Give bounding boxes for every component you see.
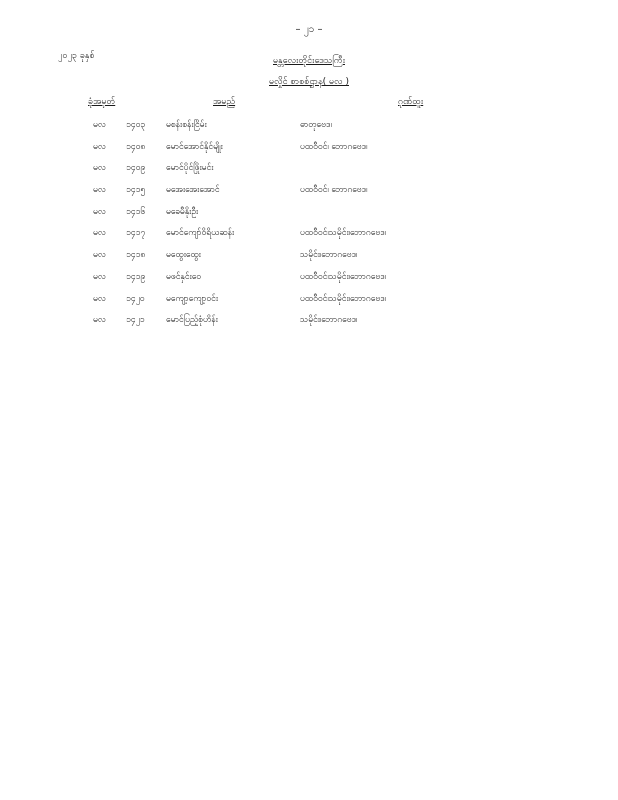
- table-row: [0, 116, 618, 138]
- distinction-subjects: ပထဝီဝင်၊ ဘောဂဗေဒ၊: [300, 141, 368, 152]
- center-code: မလ: [93, 141, 106, 152]
- center-code: မလ: [93, 271, 106, 282]
- table-row: [0, 159, 618, 181]
- roll-number: ၁၄၀၈: [126, 141, 146, 152]
- table-row: [0, 224, 618, 246]
- roll-number: ၁၄၀၃: [126, 120, 146, 130]
- page-title: မန္တလေးတိုင်းဒေသကြီး: [273, 56, 345, 66]
- student-name: မအေးအေးအောင်: [166, 185, 220, 196]
- student-name: မထွေးထွေး: [166, 250, 201, 261]
- center-code: မလ: [93, 293, 106, 304]
- student-name: မခေမီနိုးဦး: [166, 206, 199, 217]
- roll-number: ၁၄၁၉: [126, 271, 146, 282]
- distinction-subjects: သမိုင်း၊ဘောဂဗေဒ၊: [300, 315, 358, 326]
- student-name: မစန်းစန်းငြိမ်း: [166, 120, 207, 130]
- center-code: မလ: [93, 206, 106, 217]
- center-code: မလ: [93, 120, 106, 130]
- distinction-subjects: ပထဝီဝင်၊ ဘောဂဗေဒ၊: [300, 185, 368, 196]
- student-name: မောင်ကျော်ဝိရိယဆန်း: [166, 228, 235, 239]
- table-row: [0, 290, 618, 312]
- page-number: – ၂၁ –: [295, 24, 323, 35]
- distinction-subjects: ပထဝီဝင်၊သမိုင်း၊ဘောဂဗေဒ၊: [300, 271, 387, 282]
- table-row: [0, 203, 618, 225]
- header-roll-number: ခုံအမှတ်: [88, 97, 116, 107]
- distinction-subjects: ပထဝီဝင်၊သမိုင်း၊ဘောဂဗေဒ၊: [300, 228, 387, 239]
- distinction-subjects: ဓာတုဗေဒ၊: [300, 120, 332, 130]
- student-name: မဖင်နှင်းဝေ: [166, 271, 202, 282]
- table-row: [0, 268, 618, 290]
- roll-number: ၁၄၁၈: [126, 250, 146, 261]
- page-subtitle: မလှိုင် စာစစ်ဌာန( မလ ): [269, 77, 349, 87]
- table-row: [0, 138, 618, 160]
- year-label: ၂၀၂၃ ခုနှစ်: [58, 51, 95, 61]
- center-code: မလ: [93, 250, 106, 261]
- table-row: [0, 311, 618, 333]
- table-row: [0, 181, 618, 203]
- results-table: [0, 116, 618, 333]
- roll-number: ၁၄၂၀: [126, 293, 145, 304]
- center-code: မလ: [93, 185, 106, 196]
- center-code: မလ: [93, 228, 106, 239]
- student-name: မောင်ပိုင်ဖြိုးမင်း: [166, 163, 214, 174]
- student-name: မောင်အောင်နိုင်မျိုး: [166, 141, 223, 152]
- roll-number: ၁၄၂၁: [126, 315, 145, 326]
- table-row: [0, 246, 618, 268]
- distinction-subjects: ပထဝီဝင်၊သမိုင်း၊ဘောဂဗေဒ၊: [300, 293, 387, 304]
- distinction-subjects: သမိုင်း၊ဘောဂဗေဒ၊: [300, 250, 358, 261]
- roll-number: ၁၄၁၇: [126, 228, 146, 239]
- table-header: [0, 96, 618, 112]
- header-name: အမည်: [213, 97, 236, 107]
- roll-number: ၁၄၁၅: [126, 185, 146, 196]
- student-name: မကျော့ကျော့ဝင်း: [166, 293, 219, 304]
- header-distinctions: ဂုဏ်ထူး: [398, 97, 424, 107]
- roll-number: ၁၄၁၆: [126, 206, 146, 217]
- roll-number: ၁၄၀၉: [126, 163, 146, 174]
- center-code: မလ: [93, 163, 106, 174]
- student-name: မောင်ပြည့်စုံဟိန်း: [166, 315, 218, 326]
- center-code: မလ: [93, 315, 106, 326]
